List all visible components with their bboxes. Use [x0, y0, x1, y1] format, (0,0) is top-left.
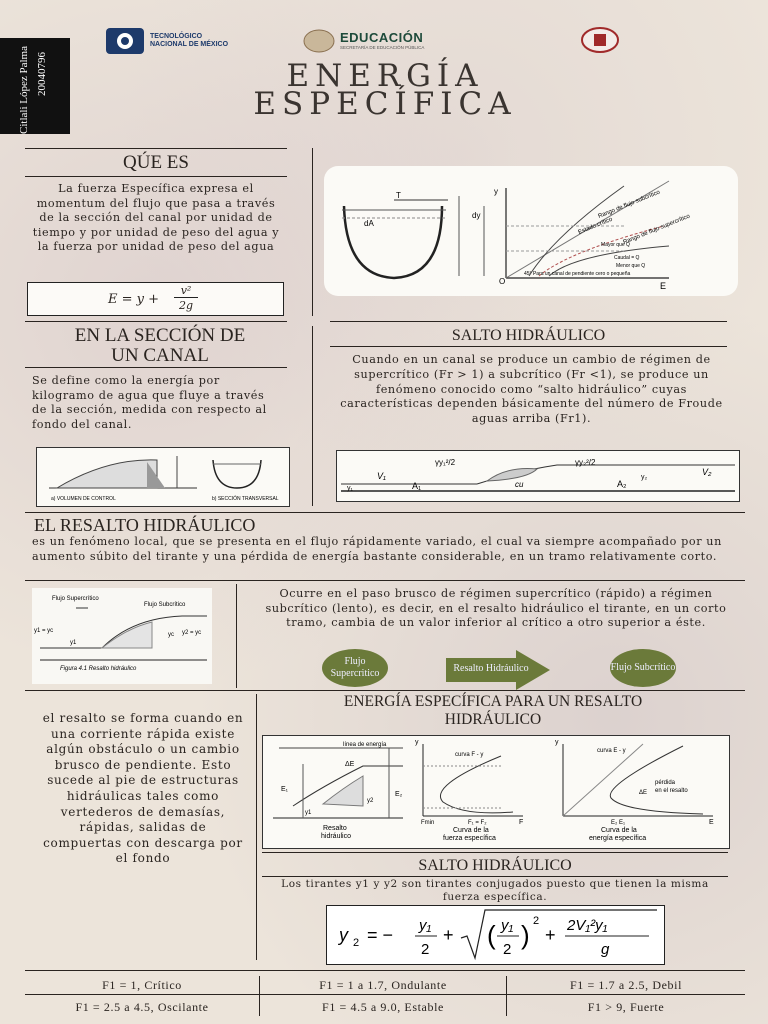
er-fig-y2: y2 [367, 798, 374, 804]
rule-table-mid [25, 994, 745, 995]
fig-top-rango-sub: Rango de flujo subcrítico [597, 189, 661, 220]
author-name: Citlali López Palma [18, 46, 30, 134]
formula-sq: 2 [533, 915, 540, 927]
rule-lower-top [25, 690, 745, 691]
seccion-heading: EN LA SECCIÓN DE UN CANAL [74, 325, 246, 366]
regime-fuerte: F1 > 9, Fuerte [587, 1000, 665, 1014]
salto-fig-y1: y₁ [347, 485, 353, 492]
er-fig-cap3a: Curva de la [601, 827, 637, 834]
seccion-fig-label1: a) VOLUMEN DE CONTROL [51, 496, 116, 502]
flow-resalto-label: Resalto Hidráulico [453, 663, 529, 674]
seccion-fig-label2: b) SECCIÓN TRANSVERSAL [212, 496, 279, 502]
rule-salto2-top [262, 852, 728, 853]
formula-num2: 2V₁²y₁ [567, 917, 608, 934]
formula-lhs: E = y + [108, 292, 160, 307]
formula-two1: 2 [421, 941, 430, 958]
formula-y1b: y₁ [501, 917, 514, 934]
er-fig-deltaE2: ΔE [639, 790, 648, 796]
regime-critico: F1 = 1, Crítico [102, 978, 182, 992]
fig-top-dA: dA [364, 219, 374, 228]
er-fig-F: F [519, 819, 524, 826]
er-fig-y1: y1 [305, 810, 312, 816]
formula-y2: y [339, 925, 348, 945]
hydraulic-jump-diagram [337, 451, 739, 501]
er-fig-linea: línea de energía [343, 742, 387, 748]
resalto-text: es un fenómeno local, que se presenta en el flujo rápidamente variado, el cual va siempre acompañado por un aumento súbito del tirante y una pérdida de energía bastante considerable, en un tramo relativamente corto. [32, 535, 722, 563]
resalto-fig-y2yc: y2 = yc [182, 630, 202, 636]
rule-salto1-bottom [330, 346, 727, 347]
tecnm-text: TECNOLÓGICO NACIONAL DE MÉXICO [150, 33, 229, 48]
que-es-heading: QÚE ES [123, 152, 189, 173]
author-id: 20040796 [36, 52, 48, 96]
energy-formula [27, 282, 284, 316]
rule-seccion-bottom [25, 367, 287, 368]
fig-top-dy: dy [472, 211, 481, 220]
ocurre-text: Ocurre en el paso brusco de régimen supercrítico (rápido) a régimen subcrítico (lento), es decir, en el resalto hidráulico el tirante, en un corto tramo, cambia de un valor inferior al crítico a otro superior a éste. [265, 587, 727, 630]
sep-sub-text: SECRETARÍA DE EDUCACIÓN PÚBLICA [340, 45, 425, 50]
rule-seccion-top [25, 321, 287, 322]
formula-two2: 2 [503, 941, 512, 958]
rule-table-top [25, 970, 745, 971]
rule-que-es-top [25, 148, 287, 149]
energia-resalto-heading: ENERGÍA ESPECÍFICA PARA UN RESALTO HIDRÁULICO [343, 693, 643, 728]
er-fig-deltaE: ΔE [345, 761, 355, 768]
formula-y1a: y₁ [419, 917, 432, 934]
formula-eq: = − [367, 925, 394, 945]
rule-vertical-resalto [236, 584, 237, 688]
sep-main-text: EDUCACIÓN [340, 30, 424, 45]
author-sidebar [0, 38, 70, 134]
rule-que-es-bottom [25, 176, 287, 177]
specific-energy-figure [324, 166, 738, 296]
energia-resalto-figure [262, 735, 730, 849]
er-fig-curva-fy: curva F - y [455, 752, 484, 758]
salto-fig-V2: V₂ [702, 467, 712, 477]
energy-curve-diagram [324, 166, 738, 296]
fig-top-menor: Menor que Q [616, 263, 646, 269]
rule-vertical-mid [312, 326, 313, 506]
formula-paren-l: ( [487, 920, 496, 950]
er-fig-e2e1: E₂ E₁ [611, 820, 626, 826]
regime-oscilante: F1 = 2.5 a 4.5, Oscilante [75, 1000, 209, 1014]
rule-vertical-top [312, 148, 313, 316]
formula-sub2: 2 [353, 937, 360, 949]
er-fig-y-axis2: y [555, 739, 559, 746]
er-fig-f1f2: F₁ = F₂ [468, 820, 487, 826]
salto-fig-y2: y₂ [641, 474, 648, 481]
fig-top-T: T [396, 191, 401, 200]
salto-fig-gy1: γy₁²/2 [435, 458, 456, 467]
seccion-text: Se define como la energía por kilogramo de agua que fluye a través de la sección, medida con respecto al fondo del canal. [32, 374, 267, 431]
resalto-fig-yc: yc [168, 632, 174, 638]
rule-resalto-bottom [25, 580, 745, 581]
formula-plus1: + [443, 925, 454, 945]
rule-salto1-top [330, 321, 727, 322]
rule-vertical-lower [256, 694, 257, 960]
conjugate-depth-formula [326, 905, 665, 965]
salto-fig-gy2: γy₂²/2 [575, 458, 596, 467]
canal-section-figure [36, 447, 290, 507]
er-fig-cap3b: energía específica [589, 835, 647, 842]
flow-subcritical-node: Flujo Subcrítico [610, 649, 676, 687]
que-es-text: La fuerza Específica expresa el momentum del flujo que pasa a través de la sección del canal por unidad de tiempo y por unidad de peso del agua y la fuerza por unidad de peso del agua [32, 182, 280, 254]
fig-top-estado-critico: Estado crítico [577, 216, 614, 236]
fig-top-O: O [499, 277, 506, 286]
salto-fig-A2: A₂ [617, 479, 627, 489]
tecnm-emblem-icon [104, 26, 146, 56]
rule-resalto-top [25, 512, 745, 513]
er-fig-E1: E₁ [281, 786, 289, 793]
sep-logo [302, 28, 336, 58]
formula-svg [327, 906, 664, 964]
er-fig-curva-ey: curva E - y [597, 748, 626, 754]
er-fig-cap2b: fuerza específica [443, 835, 496, 842]
formula-denominator: 2g [178, 299, 194, 312]
fig-top-y: y [494, 187, 498, 196]
fig-top-nota: 45° Para un canal de pendiente cero o pequeña [524, 271, 631, 277]
fig-top-caudal: Caudal = Q [614, 255, 640, 261]
tecnm-logo [104, 26, 146, 60]
salto-fig-V1: V₁ [377, 471, 386, 481]
flow-supercritical-node: Flujo Supercritico [322, 649, 388, 687]
rule-salto2-bottom [262, 876, 728, 877]
fig-top-E: E [660, 281, 667, 291]
regime-ondulante: F1 = 1 a 1.7, Ondulante [319, 978, 447, 992]
er-fig-cap1b: hidráulico [321, 833, 351, 840]
resalto-fig-sub: Flujo Subcrítico [144, 602, 186, 608]
formula-numerator: v² [174, 284, 198, 298]
regime-estable: F1 = 4.5 a 9.0, Estable [322, 1000, 444, 1014]
salto1-text: Cuando en un canal se produce un cambio de régimen de supercrítico (Fr > 1) a subcrítico (Fr <1), se produce un fenómeno conocido como “salto hidráulico” cuyas características dependen básicamente del número de Froude aguas arriba (Fr1). [340, 353, 723, 426]
forma-text: el resalto se forma cuando en una corriente rápida existe algún obstáculo o un cambio brusco de pendiente. Esto sucede al pie de estructuras hidráulicas tales como vertederos de demasías, rápidas, salidas de compuertas con descarga por el fondo [42, 711, 244, 866]
salto1-heading: SALTO HIDRÁULICO [451, 327, 606, 344]
page-title: ENERGÍA ESPECÍFICA [253, 58, 517, 122]
sep-emblem-icon [302, 28, 336, 54]
er-fig-y-axis1: y [415, 739, 419, 746]
formula-plus2: + [545, 925, 556, 945]
school-logo [580, 26, 620, 58]
control-volume-diagram [37, 448, 289, 506]
resalto-fig-y1: y1 [70, 640, 77, 646]
resalto-diagram [32, 588, 212, 684]
energy-force-curves-diagram [263, 736, 729, 848]
resalto-fig-caption: Figura 4.1 Resalto hidráulico [60, 666, 137, 672]
formula-g: g [601, 941, 610, 958]
fig-top-rango-super: Rango de flujo supercrítico [622, 213, 691, 246]
resalto-figure [32, 588, 212, 684]
er-fig-E2: E₂ [395, 791, 403, 798]
salto2-text: Los tirantes y1 y y2 son tirantes conjugados puesto que tienen la misma fuerza específica. [281, 878, 709, 903]
salto2-heading: SALTO HIDRÁULICO [418, 857, 572, 874]
salto-fig-A1: A₁ [412, 481, 422, 491]
regime-debil: F1 = 1.7 a 2.5, Debil [569, 978, 683, 992]
er-fig-E: E [709, 819, 714, 826]
resalto-fig-y1yc: y1 = yc [34, 628, 54, 634]
er-fig-perdida2: en el resalto [655, 788, 688, 794]
er-fig-fmin: Fmin [421, 820, 435, 826]
salto-figure [336, 450, 740, 502]
er-fig-cap2a: Curva de la [453, 827, 489, 834]
fig-top-mayor: Mayor que Q [601, 242, 630, 248]
formula-paren-r: ) [521, 920, 530, 950]
er-fig-cap1a: Resalto [323, 825, 347, 832]
salto-fig-cu: cu [515, 480, 524, 489]
er-fig-perdida1: pérdida [655, 780, 676, 786]
school-seal-icon [580, 26, 620, 54]
resalto-heading: EL RESALTO HIDRÁULICO [34, 515, 256, 535]
resalto-fig-super: Flujo Supercrítico [52, 596, 99, 602]
